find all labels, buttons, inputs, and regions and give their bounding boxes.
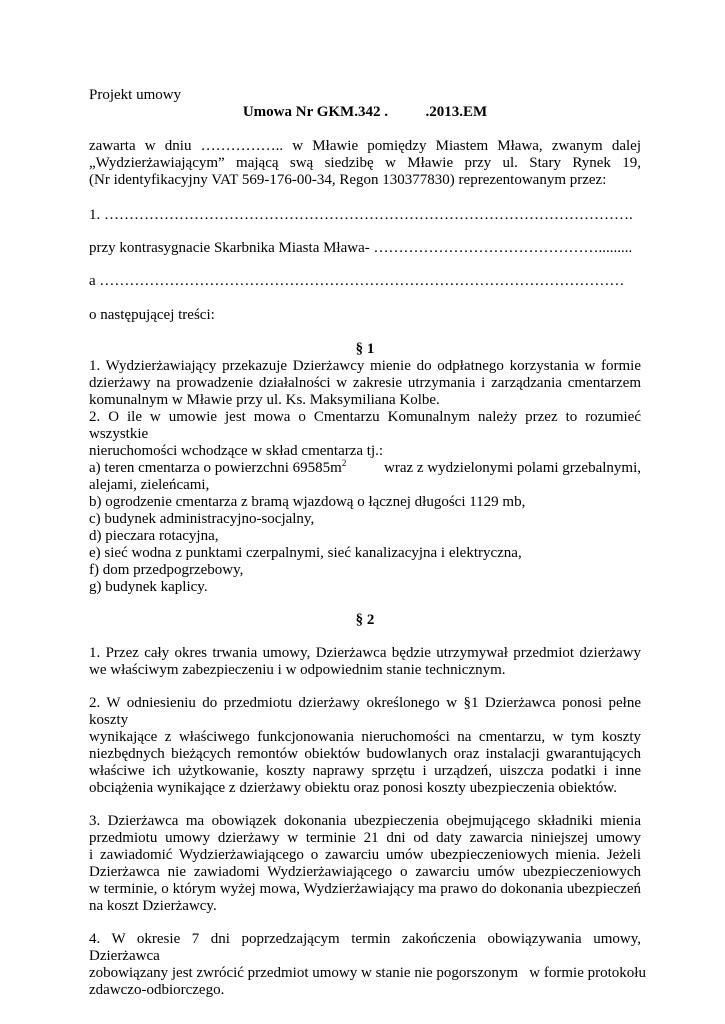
content-intro: o następującej treści: (89, 307, 215, 323)
sec1-item-a-line2: alejami, zieleńcami, (89, 477, 210, 493)
item-a-text: a) teren cmentarza o powierzchni 69585m (89, 460, 342, 476)
sec1-item-g: g) budynek kaplicy. (89, 579, 208, 595)
sec1-item-c: c) budynek administracyjno-socjalny, (89, 511, 315, 527)
section-1-heading: § 1 (355, 341, 375, 357)
sec2-p2-line3: niezbędnych bieżących remontów obiektów budowlanych oraz instalacji gwarantujących (89, 746, 641, 762)
sec2-p4-line2: zobowiązany jest zwrócić przedmiot umowy w stanie nie pogorszonym w formie protokołu (89, 965, 646, 981)
sec1-item-e: e) sieć wodna z punktami czerpalnymi, sieć kanalizacyjna i elektryczna, (89, 545, 522, 561)
sec1-p1-line2: dzierżawy na prowadzenie działalności w zakresie utrzymania i zarządzania cmentarzem (89, 375, 641, 391)
sec2-p1-line2: we właściwym zabezpieczeniu i w odpowiednim stanie technicznym. (89, 662, 506, 678)
sec2-p2-line5: obciążenia wynikające z dzierżawy obiektu oraz ponosi koszty ubezpieczenia obiektów. (89, 780, 617, 796)
sec1-p2-line1: 2. O ile w umowie jest mowa o Cmentarzu Komunalnym należy przez to rozumieć wszystkie (89, 409, 641, 442)
item-a-superscript: 2 (341, 458, 347, 468)
document-page (89, 87, 646, 999)
countersign-line: przy kontrasygnacie Skarbnika Miasta Mława- ………………………………………......... (89, 240, 633, 256)
intro-line-1: zawarta w dniu …………….. w Mławie pomiędzy Miastem Mława, zwanym dalej (89, 138, 641, 154)
intro-line-3: (Nr identyfikacyjny VAT 569-176-00-34, Regon 130377830) reprezentowanym przez: (89, 172, 607, 188)
sec2-p3-line3: i zawiadomić Wydzierżawiającego o zawarciu umów ubezpieczeniowych mienia. Jeżeli (89, 847, 641, 863)
section-2-heading: § 2 (355, 612, 375, 628)
sec2-p3-line1: 3. Dzierżawca ma obowiązek dokonania ubezpieczenia obejmującego składniki mienia (89, 813, 641, 829)
sec2-p2-line4: właściwe ich użytkowanie, koszty naprawy sprzętu i urządzeń, uiszcza podatki i inne (89, 763, 641, 779)
intro-line-2: „Wydzierżawiającym” mającą swą siedzibę w Mławie przy ul. Stary Rynek 19, (89, 155, 641, 171)
item-a-text-rest: wraz z wydzielonymi polami grzebalnymi, (384, 460, 641, 476)
sec2-p3-line6: na koszt Dzierżawcy. (89, 898, 217, 914)
sec2-p4-line1: 4. W okresie 7 dni poprzedzającym termin zakończenia obowiązywania umowy, Dzierżawca (89, 931, 641, 964)
project-label: Projekt umowy (89, 87, 182, 103)
sec1-item-f: f) dom przedpogrzebowy, (89, 562, 244, 578)
sec1-p1-line1: 1. Wydzierżawiający przekazuje Dzierżawcy mienie do odpłatnego korzystania w formie (89, 358, 641, 374)
contract-title: Umowa Nr GKM.342 . .2013.EM (242, 104, 488, 120)
sec1-p2-line2: nieruchomości wchodzące w skład cmentarza tj.: (89, 443, 384, 459)
sec2-p4-line3: zdawczo-odbiorczego. (89, 982, 225, 998)
sec2-p1-line1: 1. Przez cały okres trwania umowy, Dzierżawca będzie utrzymywał przedmiot dzierżawy (89, 645, 641, 661)
representative-line: 1. ……………………………………………………………………………………………. (89, 207, 633, 223)
sec2-p2-line1: 2. W odniesieniu do przedmiotu dzierżawy określonego w §1 Dzierżawca ponosi pełne koszty (89, 695, 641, 728)
sec1-item-d: d) pieczara rotacyjna, (89, 528, 219, 544)
sec2-p3-line5: w terminie, o którym wyżej mowa, Wydzierżawiający ma prawo do dokonania ubezpieczeń (89, 881, 641, 897)
sec1-item-b: b) ogrodzenie cmentarza z bramą wjazdową o łącznej długości 1129 mb, (89, 494, 526, 510)
sec2-p2-line2: wynikające z właściwego funkcjonowania nieruchomości na cmentarzu, w tym koszty (89, 729, 641, 745)
tenant-line: a …………………………………………………………………………………………… (89, 273, 625, 289)
sec1-item-a-line1 (89, 460, 641, 477)
sec1-p1-line3: komunalnym w Mławie przy ul. Ks. Maksymiliana Kolbe. (89, 392, 440, 408)
sec2-p3-line2: przedmiotu umowy dzierżawy w terminie 21 dni od daty zawarcia niniejszej umowy (89, 830, 641, 846)
sec2-p3-line4: Dzierżawca nie zawiadomi Wydzierżawiającego o zawarciu umów ubezpieczeniowych (89, 864, 641, 880)
